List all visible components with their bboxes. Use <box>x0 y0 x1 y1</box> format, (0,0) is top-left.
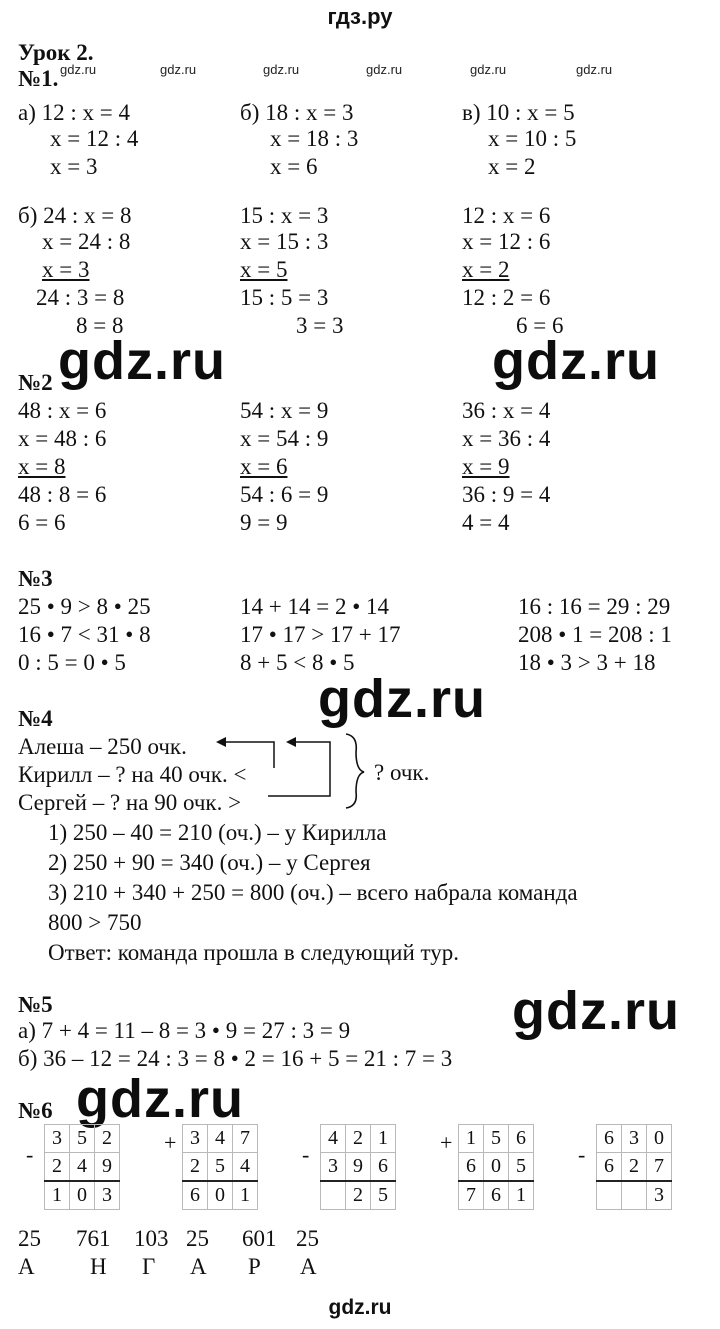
digit-cell: 2 <box>45 1153 70 1182</box>
digit-cell <box>622 1181 647 1210</box>
watermark-big: gdz.ru <box>76 1069 244 1129</box>
eq-line: 36 : х = 4 <box>462 398 551 423</box>
digit-cell: 5 <box>208 1153 233 1182</box>
task6-title: №6 <box>18 1098 53 1123</box>
eq-line: х = 12 : 4 <box>50 126 139 151</box>
minus-sign: - <box>302 1142 310 1167</box>
comparison: 16 • 7 < 31 • 8 <box>18 622 151 647</box>
digit-cell: 6 <box>509 1125 534 1153</box>
num-25: 25 <box>18 1226 41 1251</box>
digit-cell: 3 <box>95 1181 120 1210</box>
column-grid <box>44 1124 120 1210</box>
eq-line: 12 : х = 6 <box>462 203 551 228</box>
digit-cell: 0 <box>208 1181 233 1210</box>
eq-check: 36 : 9 = 4 <box>462 482 551 507</box>
digit-cell: 5 <box>70 1125 95 1153</box>
chain-line: а) 7 + 4 = 11 – 8 = 3 • 9 = 27 : 3 = 9 <box>18 1018 351 1043</box>
eq-line: х = 15 : 3 <box>240 229 329 254</box>
digit-cell: 6 <box>484 1181 509 1210</box>
eq-line: х = 3 <box>50 154 98 179</box>
comparison: 16 : 16 = 29 : 29 <box>518 594 671 619</box>
eq-answer: х = 5 <box>240 257 288 282</box>
digit-cell: 5 <box>484 1125 509 1153</box>
digit-cell: 6 <box>459 1153 484 1182</box>
minus-sign: - <box>26 1142 34 1167</box>
digit-cell: 0 <box>647 1125 672 1153</box>
site-header: гдз.ру <box>327 4 393 29</box>
given-line: Кирилл – ? на 40 очк. < <box>18 762 247 787</box>
comparison: 14 + 14 = 2 • 14 <box>240 594 389 619</box>
digit-cell: 1 <box>459 1125 484 1153</box>
eq-answer: х = 3 <box>42 257 90 282</box>
eq-line: х = 2 <box>488 154 536 179</box>
answer-line: Ответ: команда прошла в следующий тур. <box>48 940 460 965</box>
solution-step: 800 > 750 <box>48 910 142 935</box>
column-grid <box>182 1124 258 1210</box>
site-footer: gdz.ru <box>328 1296 392 1319</box>
eq-line: х = 12 : 6 <box>462 229 551 254</box>
digit-cell: 2 <box>183 1153 208 1182</box>
eq-check: 54 : 6 = 9 <box>240 482 329 507</box>
letter: А <box>190 1254 207 1279</box>
num-103: 103 <box>134 1226 169 1251</box>
lesson-title: Урок 2. <box>18 40 94 65</box>
watermark-small: gdz.ru <box>263 62 300 77</box>
given-line: Алеша – 250 очк. <box>18 734 187 759</box>
eq-check: 6 = 6 <box>516 313 564 338</box>
digit-cell: 7 <box>459 1181 484 1210</box>
eq-check: 15 : 5 = 3 <box>240 285 329 310</box>
digit-cell <box>597 1181 622 1210</box>
comparison: 18 • 3 > 3 + 18 <box>518 650 656 675</box>
digit-cell: 9 <box>95 1153 120 1182</box>
eq-line: б) 18 : х = 3 <box>240 100 354 125</box>
digit-cell: 7 <box>647 1153 672 1182</box>
comparison: 8 + 5 < 8 • 5 <box>240 650 355 675</box>
eq-line: х = 24 : 8 <box>42 229 131 254</box>
eq-line: х = 10 : 5 <box>488 126 577 151</box>
digit-cell: 6 <box>597 1125 622 1153</box>
digit-cell: 4 <box>321 1125 346 1153</box>
eq-answer: х = 9 <box>462 454 510 479</box>
column-grid <box>320 1124 396 1210</box>
digit-cell: 3 <box>183 1125 208 1153</box>
watermark-small: gdz.ru <box>470 62 507 77</box>
eq-check: 24 : 3 = 8 <box>36 285 125 310</box>
digit-cell: 5 <box>371 1181 396 1210</box>
letter: Г <box>142 1254 156 1279</box>
eq-answer: х = 8 <box>18 454 66 479</box>
eq-check: 8 = 8 <box>76 313 124 338</box>
watermark-small: gdz.ru <box>576 62 613 77</box>
digit-cell: 6 <box>597 1153 622 1182</box>
minus-sign: - <box>578 1142 586 1167</box>
watermark-small: gdz.ru <box>366 62 403 77</box>
question-label: ? очк. <box>374 760 430 785</box>
watermark-big: gdz.ru <box>512 981 680 1041</box>
eq-check: 3 = 3 <box>296 313 344 338</box>
watermark-big: gdz.ru <box>58 331 226 391</box>
task1-title: №1. <box>18 66 59 91</box>
digit-cell: 0 <box>70 1181 95 1210</box>
num-25: 25 <box>296 1226 319 1251</box>
eq-line: х = 18 : 3 <box>270 126 359 151</box>
digit-cell: 4 <box>208 1125 233 1153</box>
digit-cell: 0 <box>484 1153 509 1182</box>
eq-line: б) 24 : х = 8 <box>18 203 132 228</box>
digit-cell: 3 <box>45 1125 70 1153</box>
letter: А <box>18 1254 35 1279</box>
eq-line: х = 54 : 9 <box>240 426 329 451</box>
digit-cell: 2 <box>622 1153 647 1182</box>
plus-sign: + <box>164 1130 177 1155</box>
digit-cell: 4 <box>70 1153 95 1182</box>
column-grid <box>596 1124 672 1210</box>
digit-cell: 1 <box>45 1181 70 1210</box>
digit-cell <box>321 1181 346 1210</box>
eq-line: а) 12 : х = 4 <box>18 100 130 125</box>
task4-title: №4 <box>18 706 53 731</box>
plus-sign: + <box>440 1130 453 1155</box>
eq-check: 4 = 4 <box>462 510 510 535</box>
eq-line: х = 36 : 4 <box>462 426 551 451</box>
digit-cell: 3 <box>622 1125 647 1153</box>
digit-cell: 2 <box>95 1125 120 1153</box>
letter: Р <box>248 1254 261 1279</box>
digit-cell: 3 <box>647 1181 672 1210</box>
eq-line: 15 : х = 3 <box>240 203 329 228</box>
eq-check: 48 : 8 = 6 <box>18 482 107 507</box>
column-grid <box>458 1124 534 1210</box>
eq-check: 6 = 6 <box>18 510 66 535</box>
watermark-big: gdz.ru <box>492 331 660 391</box>
digit-cell: 2 <box>346 1181 371 1210</box>
watermark-small: gdz.ru <box>60 62 97 77</box>
digit-cell: 1 <box>509 1181 534 1210</box>
letter: Н <box>90 1254 107 1279</box>
digit-cell: 6 <box>371 1153 396 1182</box>
digit-cell: 7 <box>233 1125 258 1153</box>
given-line: Сергей – ? на 90 очк. > <box>18 790 242 815</box>
digit-cell: 5 <box>509 1153 534 1182</box>
digit-cell: 6 <box>183 1181 208 1210</box>
eq-line: 48 : х = 6 <box>18 398 107 423</box>
num-601: 601 <box>242 1226 277 1251</box>
chain-line: б) 36 – 12 = 24 : 3 = 8 • 2 = 16 + 5 = 21 : 7 = 3 <box>18 1046 453 1071</box>
letter: А <box>300 1254 317 1279</box>
comparison: 25 • 9 > 8 • 25 <box>18 594 151 619</box>
eq-answer: х = 6 <box>240 454 288 479</box>
eq-line: в) 10 : х = 5 <box>462 100 575 125</box>
num-761: 761 <box>76 1226 111 1251</box>
comparison: 0 : 5 = 0 • 5 <box>18 650 126 675</box>
solution-step: 3) 210 + 340 + 250 = 800 (оч.) – всего набрала команда <box>48 880 578 905</box>
comparison: 208 • 1 = 208 : 1 <box>518 622 672 647</box>
digit-cell: 3 <box>321 1153 346 1182</box>
digit-cell: 1 <box>233 1181 258 1210</box>
eq-line: х = 48 : 6 <box>18 426 107 451</box>
eq-line: 54 : х = 9 <box>240 398 329 423</box>
num-25: 25 <box>186 1226 209 1251</box>
eq-check: 12 : 2 = 6 <box>462 285 551 310</box>
watermark-small: gdz.ru <box>160 62 197 77</box>
watermark-big: gdz.ru <box>318 669 486 729</box>
digit-cell: 2 <box>346 1125 371 1153</box>
digit-cell: 9 <box>346 1153 371 1182</box>
eq-answer: х = 2 <box>462 257 510 282</box>
task3-title: №3 <box>18 566 53 591</box>
task2-title: №2 <box>18 370 53 395</box>
comparison: 17 • 17 > 17 + 17 <box>240 622 401 647</box>
solution-step: 2) 250 + 90 = 340 (оч.) – у Сергея <box>48 850 371 875</box>
digit-cell: 4 <box>233 1153 258 1182</box>
digit-cell: 1 <box>371 1125 396 1153</box>
task5-title: №5 <box>18 992 53 1017</box>
eq-line: х = 6 <box>270 154 318 179</box>
eq-check: 9 = 9 <box>240 510 288 535</box>
solution-step: 1) 250 – 40 = 210 (оч.) – у Кирилла <box>48 820 387 845</box>
